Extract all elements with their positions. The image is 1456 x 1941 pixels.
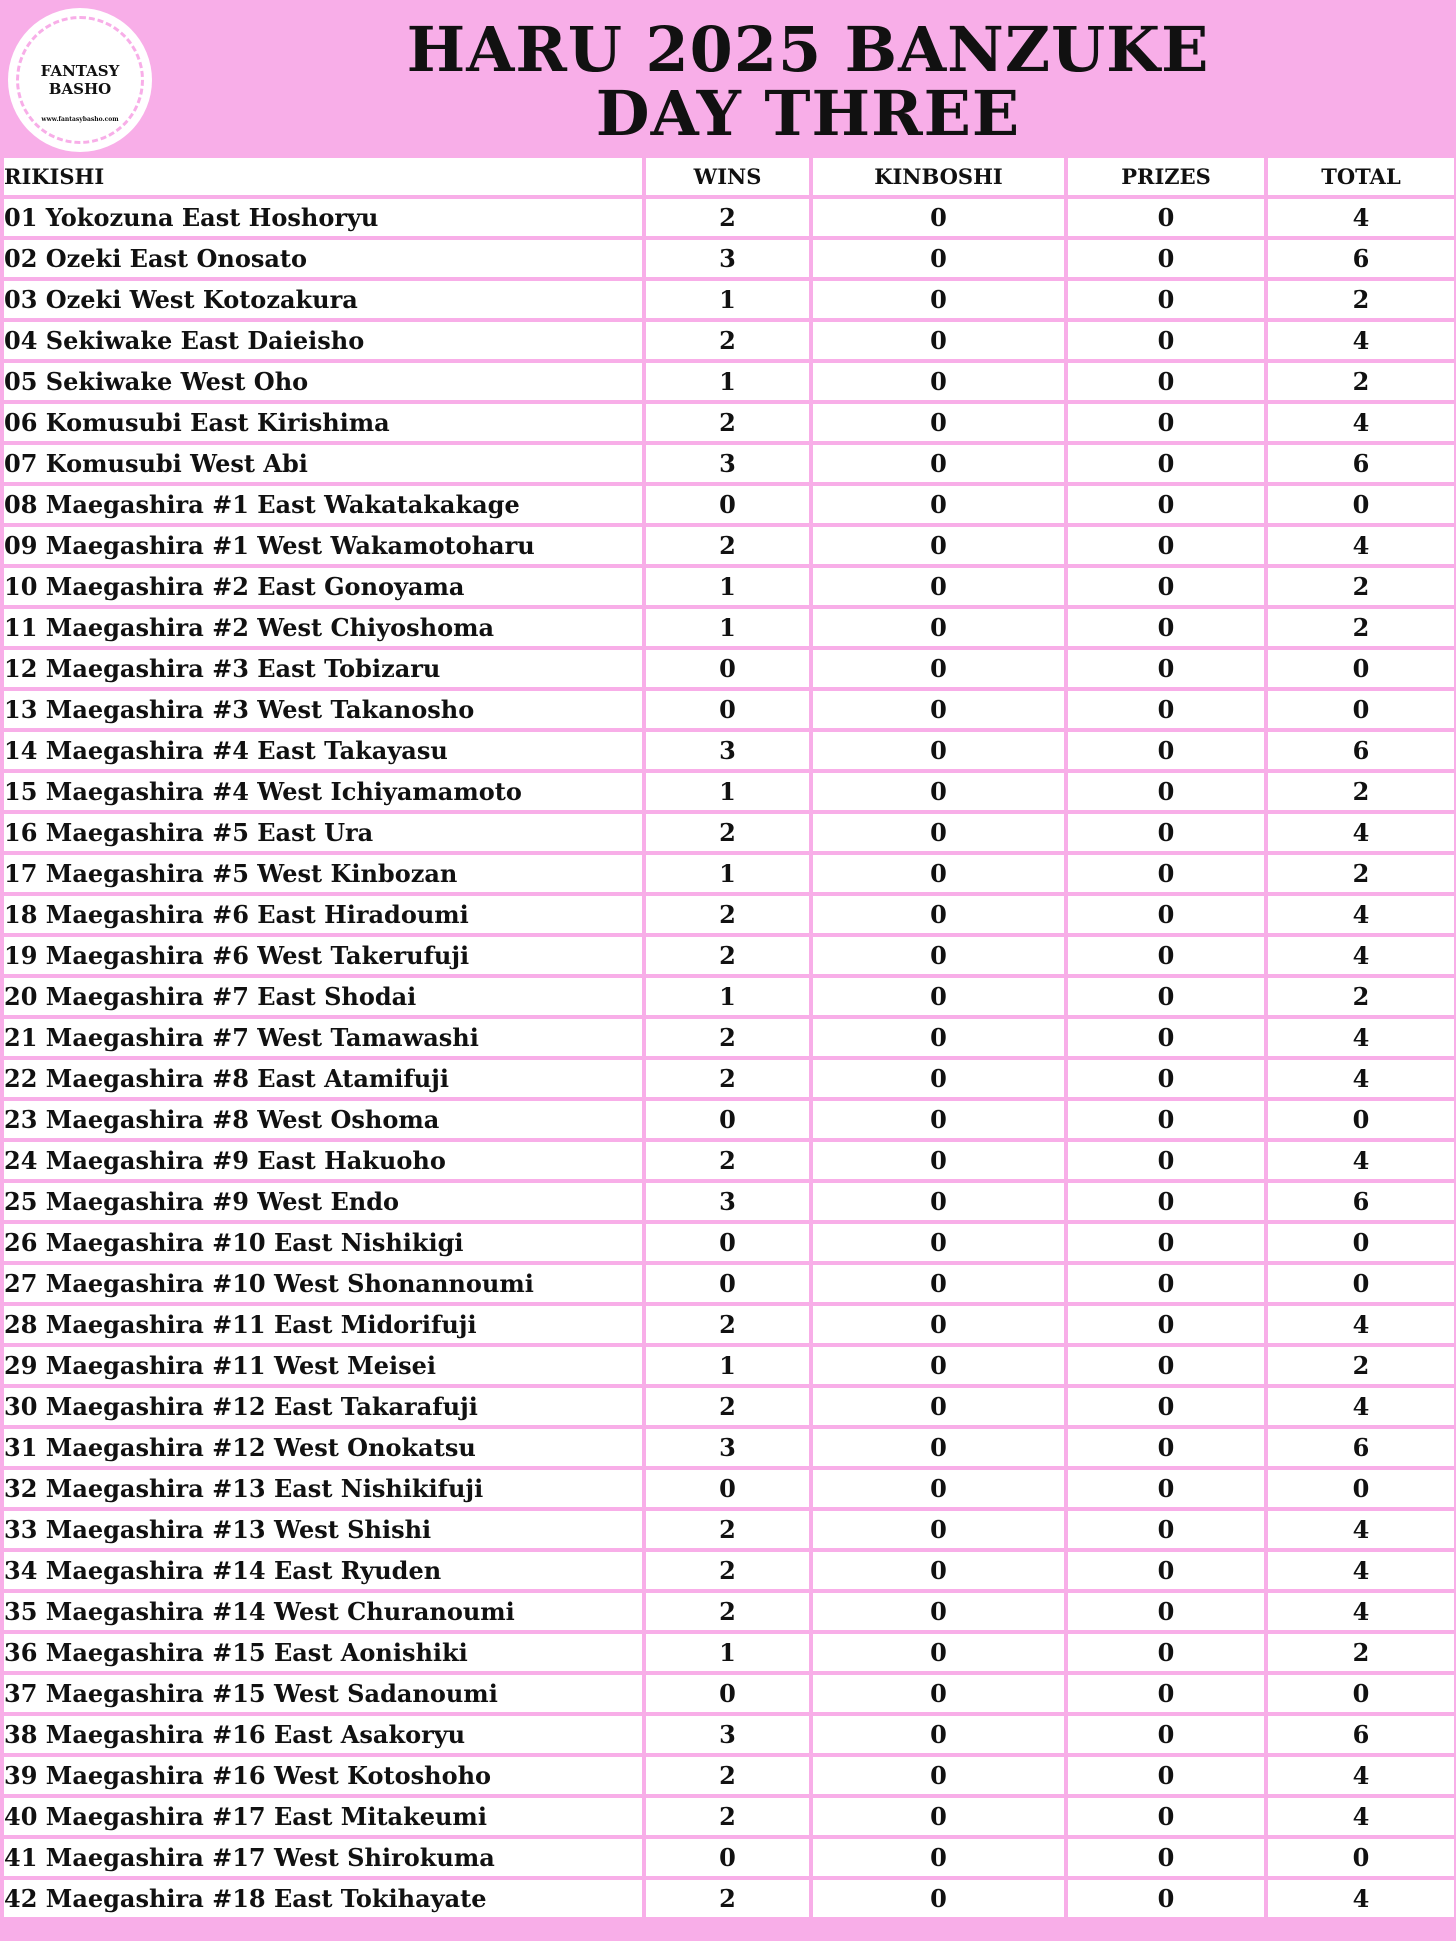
table-row <box>4 732 1454 769</box>
wins-cell: 2 <box>646 1880 813 1917</box>
kinboshi-cell: 0 <box>813 691 1068 728</box>
title-line2: DAY THREE <box>595 77 1021 150</box>
total-cell: 0 <box>1268 1839 1454 1876</box>
table-row <box>4 1552 1454 1589</box>
prizes-cell: 0 <box>1068 1880 1268 1917</box>
kinboshi-cell: 0 <box>813 1019 1068 1056</box>
table-row <box>4 281 1454 318</box>
table-row <box>4 1716 1454 1753</box>
rikishi-cell: 17 Maegashira #5 West Kinbozan <box>4 855 646 892</box>
wins-cell: 1 <box>646 855 813 892</box>
wins-cell: 3 <box>646 1183 813 1220</box>
kinboshi-cell: 0 <box>813 322 1068 359</box>
rikishi-cell: 01 Yokozuna East Hoshoryu <box>4 199 646 236</box>
prizes-cell: 0 <box>1068 1634 1268 1671</box>
total-cell: 4 <box>1268 1388 1454 1425</box>
prizes-cell: 0 <box>1068 1306 1268 1343</box>
total-cell: 2 <box>1268 609 1454 646</box>
kinboshi-cell: 0 <box>813 1429 1068 1466</box>
total-cell: 4 <box>1268 937 1454 974</box>
rikishi-cell: 27 Maegashira #10 West Shonannoumi <box>4 1265 646 1302</box>
wins-cell: 2 <box>646 1511 813 1548</box>
column-header-wins: WINS <box>646 158 813 195</box>
prizes-cell: 0 <box>1068 199 1268 236</box>
prizes-cell: 0 <box>1068 937 1268 974</box>
kinboshi-cell: 0 <box>813 363 1068 400</box>
wins-cell: 3 <box>646 240 813 277</box>
wins-cell: 2 <box>646 937 813 974</box>
prizes-cell: 0 <box>1068 1101 1268 1138</box>
wins-cell: 0 <box>646 650 813 687</box>
table-row <box>4 1347 1454 1384</box>
table-row <box>4 1142 1454 1179</box>
wins-cell: 3 <box>646 1429 813 1466</box>
table-row <box>4 896 1454 933</box>
kinboshi-cell: 0 <box>813 1060 1068 1097</box>
kinboshi-cell: 0 <box>813 1470 1068 1507</box>
kinboshi-cell: 0 <box>813 1839 1068 1876</box>
rikishi-cell: 21 Maegashira #7 West Tamawashi <box>4 1019 646 1056</box>
wins-cell: 0 <box>646 1224 813 1261</box>
column-header-rikishi: RIKISHI <box>4 158 646 195</box>
prizes-cell: 0 <box>1068 363 1268 400</box>
total-cell: 6 <box>1268 1183 1454 1220</box>
total-cell: 0 <box>1268 486 1454 523</box>
table-row <box>4 1101 1454 1138</box>
table-row <box>4 814 1454 851</box>
wins-cell: 2 <box>646 1060 813 1097</box>
total-cell: 4 <box>1268 1511 1454 1548</box>
banzuke-table <box>4 154 1454 1921</box>
wins-cell: 1 <box>646 609 813 646</box>
table-row <box>4 1511 1454 1548</box>
rikishi-cell: 41 Maegashira #17 West Shirokuma <box>4 1839 646 1876</box>
column-header-total: TOTAL <box>1268 158 1454 195</box>
logo-line1: FANTASY <box>40 62 120 80</box>
total-cell: 4 <box>1268 1593 1454 1630</box>
rikishi-cell: 04 Sekiwake East Daieisho <box>4 322 646 359</box>
prizes-cell: 0 <box>1068 1060 1268 1097</box>
table-row <box>4 1798 1454 1835</box>
total-cell: 4 <box>1268 814 1454 851</box>
total-cell: 4 <box>1268 322 1454 359</box>
rikishi-cell: 31 Maegashira #12 West Onokatsu <box>4 1429 646 1466</box>
total-cell: 4 <box>1268 1019 1454 1056</box>
total-cell: 4 <box>1268 199 1454 236</box>
wins-cell: 2 <box>646 1552 813 1589</box>
prizes-cell: 0 <box>1068 1675 1268 1712</box>
rikishi-cell: 08 Maegashira #1 East Wakatakakage <box>4 486 646 523</box>
logo-url: www.fantasybasho.com <box>41 116 119 123</box>
kinboshi-cell: 0 <box>813 1388 1068 1425</box>
wins-cell: 0 <box>646 486 813 523</box>
rikishi-cell: 16 Maegashira #5 East Ura <box>4 814 646 851</box>
prizes-cell: 0 <box>1068 691 1268 728</box>
wins-cell: 1 <box>646 773 813 810</box>
total-cell: 2 <box>1268 855 1454 892</box>
wins-cell: 2 <box>646 1593 813 1630</box>
kinboshi-cell: 0 <box>813 527 1068 564</box>
kinboshi-cell: 0 <box>813 773 1068 810</box>
prizes-cell: 0 <box>1068 281 1268 318</box>
table-row <box>4 978 1454 1015</box>
rikishi-cell: 42 Maegashira #18 East Tokihayate <box>4 1880 646 1917</box>
rikishi-cell: 38 Maegashira #16 East Asakoryu <box>4 1716 646 1753</box>
kinboshi-cell: 0 <box>813 1716 1068 1753</box>
rikishi-cell: 39 Maegashira #16 West Kotoshoho <box>4 1757 646 1794</box>
total-cell: 6 <box>1268 1716 1454 1753</box>
rikishi-cell: 34 Maegashira #14 East Ryuden <box>4 1552 646 1589</box>
total-cell: 0 <box>1268 1675 1454 1712</box>
prizes-cell: 0 <box>1068 773 1268 810</box>
page-title <box>160 13 1456 150</box>
rikishi-cell: 10 Maegashira #2 East Gonoyama <box>4 568 646 605</box>
kinboshi-cell: 0 <box>813 978 1068 1015</box>
prizes-cell: 0 <box>1068 1183 1268 1220</box>
kinboshi-cell: 0 <box>813 1347 1068 1384</box>
table-row <box>4 855 1454 892</box>
kinboshi-cell: 0 <box>813 486 1068 523</box>
table-row <box>4 691 1454 728</box>
page-header <box>0 0 1456 158</box>
kinboshi-cell: 0 <box>813 1798 1068 1835</box>
prizes-cell: 0 <box>1068 1265 1268 1302</box>
total-cell: 0 <box>1268 1224 1454 1261</box>
wins-cell: 3 <box>646 1716 813 1753</box>
prizes-cell: 0 <box>1068 1593 1268 1630</box>
total-cell: 2 <box>1268 773 1454 810</box>
kinboshi-cell: 0 <box>813 281 1068 318</box>
table-header-row <box>4 158 1454 195</box>
rikishi-cell: 20 Maegashira #7 East Shodai <box>4 978 646 1015</box>
total-cell: 4 <box>1268 527 1454 564</box>
wins-cell: 1 <box>646 1347 813 1384</box>
total-cell: 6 <box>1268 732 1454 769</box>
total-cell: 4 <box>1268 1306 1454 1343</box>
title-line1: HARU 2025 BANZUKE <box>406 13 1210 86</box>
prizes-cell: 0 <box>1068 1429 1268 1466</box>
rikishi-cell: 35 Maegashira #14 West Churanoumi <box>4 1593 646 1630</box>
total-cell: 4 <box>1268 1142 1454 1179</box>
kinboshi-cell: 0 <box>813 732 1068 769</box>
logo-line2: BASHO <box>48 80 112 98</box>
rikishi-cell: 09 Maegashira #1 West Wakamotoharu <box>4 527 646 564</box>
total-cell: 4 <box>1268 1060 1454 1097</box>
table-row <box>4 486 1454 523</box>
total-cell: 6 <box>1268 240 1454 277</box>
kinboshi-cell: 0 <box>813 1675 1068 1712</box>
prizes-cell: 0 <box>1068 1552 1268 1589</box>
table-row <box>4 322 1454 359</box>
prizes-cell: 0 <box>1068 568 1268 605</box>
wins-cell: 1 <box>646 1634 813 1671</box>
table-row <box>4 1839 1454 1876</box>
prizes-cell: 0 <box>1068 732 1268 769</box>
kinboshi-cell: 0 <box>813 1757 1068 1794</box>
table-row <box>4 1388 1454 1425</box>
prizes-cell: 0 <box>1068 1839 1268 1876</box>
total-cell: 4 <box>1268 1757 1454 1794</box>
kinboshi-cell: 0 <box>813 1634 1068 1671</box>
wins-cell: 0 <box>646 1839 813 1876</box>
rikishi-cell: 37 Maegashira #15 West Sadanoumi <box>4 1675 646 1712</box>
rikishi-cell: 28 Maegashira #11 East Midorifuji <box>4 1306 646 1343</box>
prizes-cell: 0 <box>1068 1470 1268 1507</box>
rikishi-cell: 14 Maegashira #4 East Takayasu <box>4 732 646 769</box>
table-body <box>4 199 1454 1917</box>
total-cell: 2 <box>1268 281 1454 318</box>
kinboshi-cell: 0 <box>813 1142 1068 1179</box>
wins-cell: 0 <box>646 1675 813 1712</box>
rikishi-cell: 26 Maegashira #10 East Nishikigi <box>4 1224 646 1261</box>
table-row <box>4 1429 1454 1466</box>
total-cell: 0 <box>1268 1265 1454 1302</box>
total-cell: 4 <box>1268 1798 1454 1835</box>
wins-cell: 2 <box>646 1798 813 1835</box>
total-cell: 0 <box>1268 650 1454 687</box>
prizes-cell: 0 <box>1068 978 1268 1015</box>
rikishi-cell: 15 Maegashira #4 West Ichiyamamoto <box>4 773 646 810</box>
table-row <box>4 1634 1454 1671</box>
rikishi-cell: 22 Maegashira #8 East Atamifuji <box>4 1060 646 1097</box>
table-row <box>4 609 1454 646</box>
prizes-cell: 0 <box>1068 609 1268 646</box>
prizes-cell: 0 <box>1068 650 1268 687</box>
kinboshi-cell: 0 <box>813 814 1068 851</box>
kinboshi-cell: 0 <box>813 1593 1068 1630</box>
prizes-cell: 0 <box>1068 1019 1268 1056</box>
prizes-cell: 0 <box>1068 896 1268 933</box>
kinboshi-cell: 0 <box>813 445 1068 482</box>
table-row <box>4 1675 1454 1712</box>
rikishi-cell: 02 Ozeki East Onosato <box>4 240 646 277</box>
total-cell: 0 <box>1268 1101 1454 1138</box>
total-cell: 2 <box>1268 568 1454 605</box>
column-header-prizes: PRIZES <box>1068 158 1268 195</box>
table-row <box>4 1265 1454 1302</box>
wins-cell: 2 <box>646 527 813 564</box>
wins-cell: 0 <box>646 1470 813 1507</box>
table-row <box>4 1306 1454 1343</box>
table-row <box>4 1060 1454 1097</box>
prizes-cell: 0 <box>1068 322 1268 359</box>
kinboshi-cell: 0 <box>813 568 1068 605</box>
kinboshi-cell: 0 <box>813 650 1068 687</box>
wins-cell: 2 <box>646 1388 813 1425</box>
rikishi-cell: 24 Maegashira #9 East Hakuoho <box>4 1142 646 1179</box>
kinboshi-cell: 0 <box>813 1183 1068 1220</box>
wins-cell: 2 <box>646 199 813 236</box>
prizes-cell: 0 <box>1068 1347 1268 1384</box>
table-row <box>4 1757 1454 1794</box>
wins-cell: 2 <box>646 322 813 359</box>
table-row <box>4 937 1454 974</box>
kinboshi-cell: 0 <box>813 1101 1068 1138</box>
table-row <box>4 199 1454 236</box>
prizes-cell: 0 <box>1068 404 1268 441</box>
total-cell: 2 <box>1268 363 1454 400</box>
wins-cell: 1 <box>646 978 813 1015</box>
kinboshi-cell: 0 <box>813 404 1068 441</box>
kinboshi-cell: 0 <box>813 937 1068 974</box>
kinboshi-cell: 0 <box>813 1265 1068 1302</box>
wins-cell: 1 <box>646 281 813 318</box>
kinboshi-cell: 0 <box>813 896 1068 933</box>
wins-cell: 3 <box>646 732 813 769</box>
prizes-cell: 0 <box>1068 855 1268 892</box>
rikishi-cell: 29 Maegashira #11 West Meisei <box>4 1347 646 1384</box>
rikishi-cell: 12 Maegashira #3 East Tobizaru <box>4 650 646 687</box>
prizes-cell: 0 <box>1068 1511 1268 1548</box>
wins-cell: 2 <box>646 404 813 441</box>
rikishi-cell: 13 Maegashira #3 West Takanosho <box>4 691 646 728</box>
kinboshi-cell: 0 <box>813 1552 1068 1589</box>
total-cell: 2 <box>1268 978 1454 1015</box>
kinboshi-cell: 0 <box>813 1224 1068 1261</box>
prizes-cell: 0 <box>1068 240 1268 277</box>
kinboshi-cell: 0 <box>813 1511 1068 1548</box>
rikishi-cell: 25 Maegashira #9 West Endo <box>4 1183 646 1220</box>
prizes-cell: 0 <box>1068 814 1268 851</box>
wins-cell: 1 <box>646 363 813 400</box>
wins-cell: 0 <box>646 1101 813 1138</box>
rikishi-cell: 11 Maegashira #2 West Chiyoshoma <box>4 609 646 646</box>
total-cell: 2 <box>1268 1347 1454 1384</box>
wins-cell: 2 <box>646 1142 813 1179</box>
prizes-cell: 0 <box>1068 486 1268 523</box>
prizes-cell: 0 <box>1068 1388 1268 1425</box>
rikishi-cell: 30 Maegashira #12 East Takarafuji <box>4 1388 646 1425</box>
column-header-kinboshi: KINBOSHI <box>813 158 1068 195</box>
rikishi-cell: 07 Komusubi West Abi <box>4 445 646 482</box>
wins-cell: 0 <box>646 1265 813 1302</box>
prizes-cell: 0 <box>1068 1798 1268 1835</box>
prizes-cell: 0 <box>1068 1142 1268 1179</box>
rikishi-cell: 33 Maegashira #13 West Shishi <box>4 1511 646 1548</box>
table-row <box>4 363 1454 400</box>
rikishi-cell: 19 Maegashira #6 West Takerufuji <box>4 937 646 974</box>
kinboshi-cell: 0 <box>813 1306 1068 1343</box>
wins-cell: 2 <box>646 1757 813 1794</box>
wins-cell: 1 <box>646 568 813 605</box>
table-row <box>4 1019 1454 1056</box>
fantasy-basho-logo <box>8 8 152 152</box>
prizes-cell: 0 <box>1068 1224 1268 1261</box>
wins-cell: 2 <box>646 1019 813 1056</box>
rikishi-cell: 23 Maegashira #8 West Oshoma <box>4 1101 646 1138</box>
table-row <box>4 1224 1454 1261</box>
rikishi-cell: 40 Maegashira #17 East Mitakeumi <box>4 1798 646 1835</box>
rikishi-cell: 36 Maegashira #15 East Aonishiki <box>4 1634 646 1671</box>
total-cell: 6 <box>1268 1429 1454 1466</box>
table-row <box>4 1183 1454 1220</box>
table-row <box>4 445 1454 482</box>
kinboshi-cell: 0 <box>813 1880 1068 1917</box>
table-row <box>4 568 1454 605</box>
table-row <box>4 1880 1454 1917</box>
logo-text <box>8 62 152 98</box>
rikishi-cell: 03 Ozeki West Kotozakura <box>4 281 646 318</box>
kinboshi-cell: 0 <box>813 855 1068 892</box>
table-row <box>4 240 1454 277</box>
total-cell: 0 <box>1268 1470 1454 1507</box>
rikishi-cell: 32 Maegashira #13 East Nishikifuji <box>4 1470 646 1507</box>
wins-cell: 2 <box>646 896 813 933</box>
prizes-cell: 0 <box>1068 1757 1268 1794</box>
total-cell: 4 <box>1268 1880 1454 1917</box>
total-cell: 2 <box>1268 1634 1454 1671</box>
total-cell: 4 <box>1268 1552 1454 1589</box>
table-row <box>4 650 1454 687</box>
total-cell: 0 <box>1268 691 1454 728</box>
table-row <box>4 1593 1454 1630</box>
kinboshi-cell: 0 <box>813 199 1068 236</box>
wins-cell: 2 <box>646 814 813 851</box>
rikishi-cell: 18 Maegashira #6 East Hiradoumi <box>4 896 646 933</box>
table-row <box>4 773 1454 810</box>
rikishi-cell: 06 Komusubi East Kirishima <box>4 404 646 441</box>
total-cell: 6 <box>1268 445 1454 482</box>
table-row <box>4 527 1454 564</box>
kinboshi-cell: 0 <box>813 240 1068 277</box>
kinboshi-cell: 0 <box>813 609 1068 646</box>
prizes-cell: 0 <box>1068 1716 1268 1753</box>
table-row <box>4 1470 1454 1507</box>
prizes-cell: 0 <box>1068 527 1268 564</box>
table-row <box>4 404 1454 441</box>
rikishi-cell: 05 Sekiwake West Oho <box>4 363 646 400</box>
wins-cell: 3 <box>646 445 813 482</box>
total-cell: 4 <box>1268 896 1454 933</box>
total-cell: 4 <box>1268 404 1454 441</box>
wins-cell: 0 <box>646 691 813 728</box>
prizes-cell: 0 <box>1068 445 1268 482</box>
wins-cell: 2 <box>646 1306 813 1343</box>
